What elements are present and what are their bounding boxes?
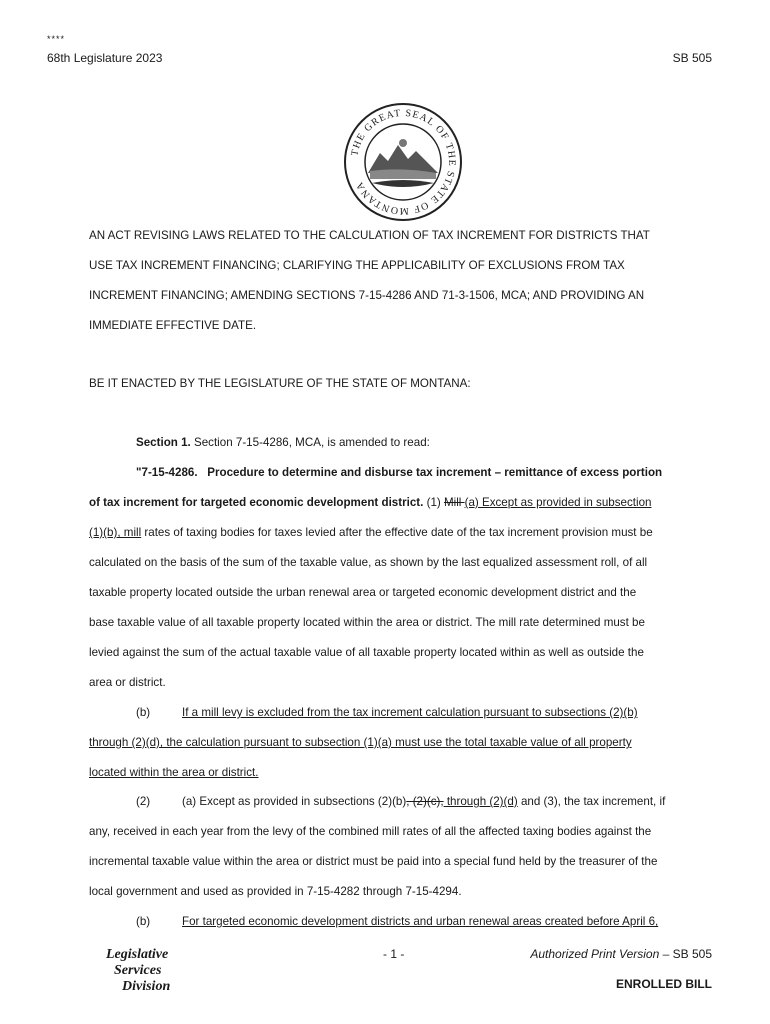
body-line: local government and used as provided in 7-15-4282 through 7-15-4294.: [89, 885, 462, 898]
paragraph-2-text-b: and (3), the tax increment, if: [517, 795, 666, 808]
seal-ring-text: THE GREAT SEAL OF THE STATE OF MONTANA: [349, 107, 458, 217]
paragraph-1-line-1: [89, 495, 651, 511]
paragraph-2b-label: (b): [136, 915, 151, 928]
section-heading-text-a: Procedure to determine and disburse tax increment – remittance of excess portion: [207, 466, 663, 479]
body-line: base taxable value of all taxable property located within the area or district. The mill rate determined must be: [89, 616, 645, 629]
paragraph-1b-line-1: [136, 705, 638, 721]
logo-line-1: Legislative: [106, 947, 169, 962]
inserted-text-through-2d: through (2)(d): [443, 795, 518, 808]
section-1-intro: [136, 435, 430, 451]
section-1-intro-text: Section 7-15-4286, MCA, is amended to read:: [190, 436, 430, 449]
body-line: area or district.: [89, 676, 166, 689]
paragraph-2-label: (2): [136, 795, 151, 808]
bill-number: SB 505: [672, 51, 712, 65]
paragraph-1-line-2: [89, 525, 653, 541]
legislature-label: 68th Legislature 2023: [47, 51, 163, 65]
paragraph-1b-line-2: through (2)(d), the calculation pursuant to subsection (1)(a) must use the total taxable value of all property: [89, 736, 632, 749]
section-heading-text-b: of tax increment for targeted economic development district.: [89, 496, 424, 509]
body-line: calculated on the basis of the sum of the taxable value, as shown by the last equalized assessment roll, of all: [89, 556, 648, 569]
body-line: taxable property located outside the urban renewal area or targeted economic development district and the: [89, 586, 637, 599]
title-line-3: INCREMENT FINANCING; AMENDING SECTIONS 7-15-4286 AND 71-3-1506, MCA; AND PROVIDING AN: [89, 289, 645, 302]
section-heading-number: "7-15-4286.: [136, 466, 198, 479]
body-line: incremental taxable value within the area or district must be paid into a special fund held by the treasurer of the: [89, 855, 658, 868]
struck-text-mill: Mill: [443, 496, 465, 509]
section-heading-line-1: [136, 465, 662, 481]
paragraph-2-line-1: [136, 794, 665, 810]
montana-state-seal: [342, 101, 464, 223]
authorized-print-version: [530, 947, 712, 961]
page-number: - 1 -: [383, 947, 405, 961]
paragraph-1b-text: If a mill levy is excluded from the tax increment calculation pursuant to subsections (2)(b): [182, 706, 638, 719]
header-marks: ****: [47, 34, 66, 44]
title-line-1: AN ACT REVISING LAWS RELATED TO THE CALCULATION OF TAX INCREMENT FOR DISTRICTS THAT: [89, 229, 650, 242]
authorized-prefix: Authorized Print Version –: [530, 947, 673, 961]
inserted-text-subsection: (a) Except as provided in subsection: [464, 496, 652, 509]
body-line: levied against the sum of the actual taxable value of all taxable property located within as well as outside the: [89, 646, 644, 659]
enrolled-bill-label: ENROLLED BILL: [616, 977, 712, 991]
paragraph-1-lead: (1): [423, 496, 444, 509]
paragraph-1b-line-3: located within the area or district.: [89, 766, 259, 779]
paragraph-2-text-a: (a) Except as provided in subsections (2)(b): [182, 795, 407, 808]
body-line: any, received in each year from the levy of the combined mill rates of all the affected taxing bodies against the: [89, 825, 652, 838]
inserted-text-1b-mill: (1)(b), mill: [89, 526, 142, 539]
enacting-clause: BE IT ENACTED BY THE LEGISLATURE OF THE STATE OF MONTANA:: [89, 377, 471, 390]
authorized-bill-number: SB 505: [672, 947, 712, 961]
legislative-services-division-logo: [100, 946, 190, 998]
title-line-4: IMMEDIATE EFFECTIVE DATE.: [89, 319, 257, 332]
logo-line-3: Division: [122, 979, 171, 994]
struck-text-2c: , (2)(c),: [406, 795, 444, 808]
logo-line-2: Services: [114, 963, 162, 978]
paragraph-2b-line-1: [136, 914, 658, 930]
title-line-2: USE TAX INCREMENT FINANCING; CLARIFYING THE APPLICABILITY OF EXCLUSIONS FROM TAX: [89, 259, 625, 272]
section-1-label: Section 1.: [136, 436, 191, 449]
paragraph-1b-label: (b): [136, 706, 151, 719]
paragraph-1-line-2-rest: rates of taxing bodies for taxes levied after the effective date of the tax increment provision must be: [141, 526, 653, 539]
paragraph-2b-text: For targeted economic development districts and urban renewal areas created before April 6,: [182, 915, 659, 928]
